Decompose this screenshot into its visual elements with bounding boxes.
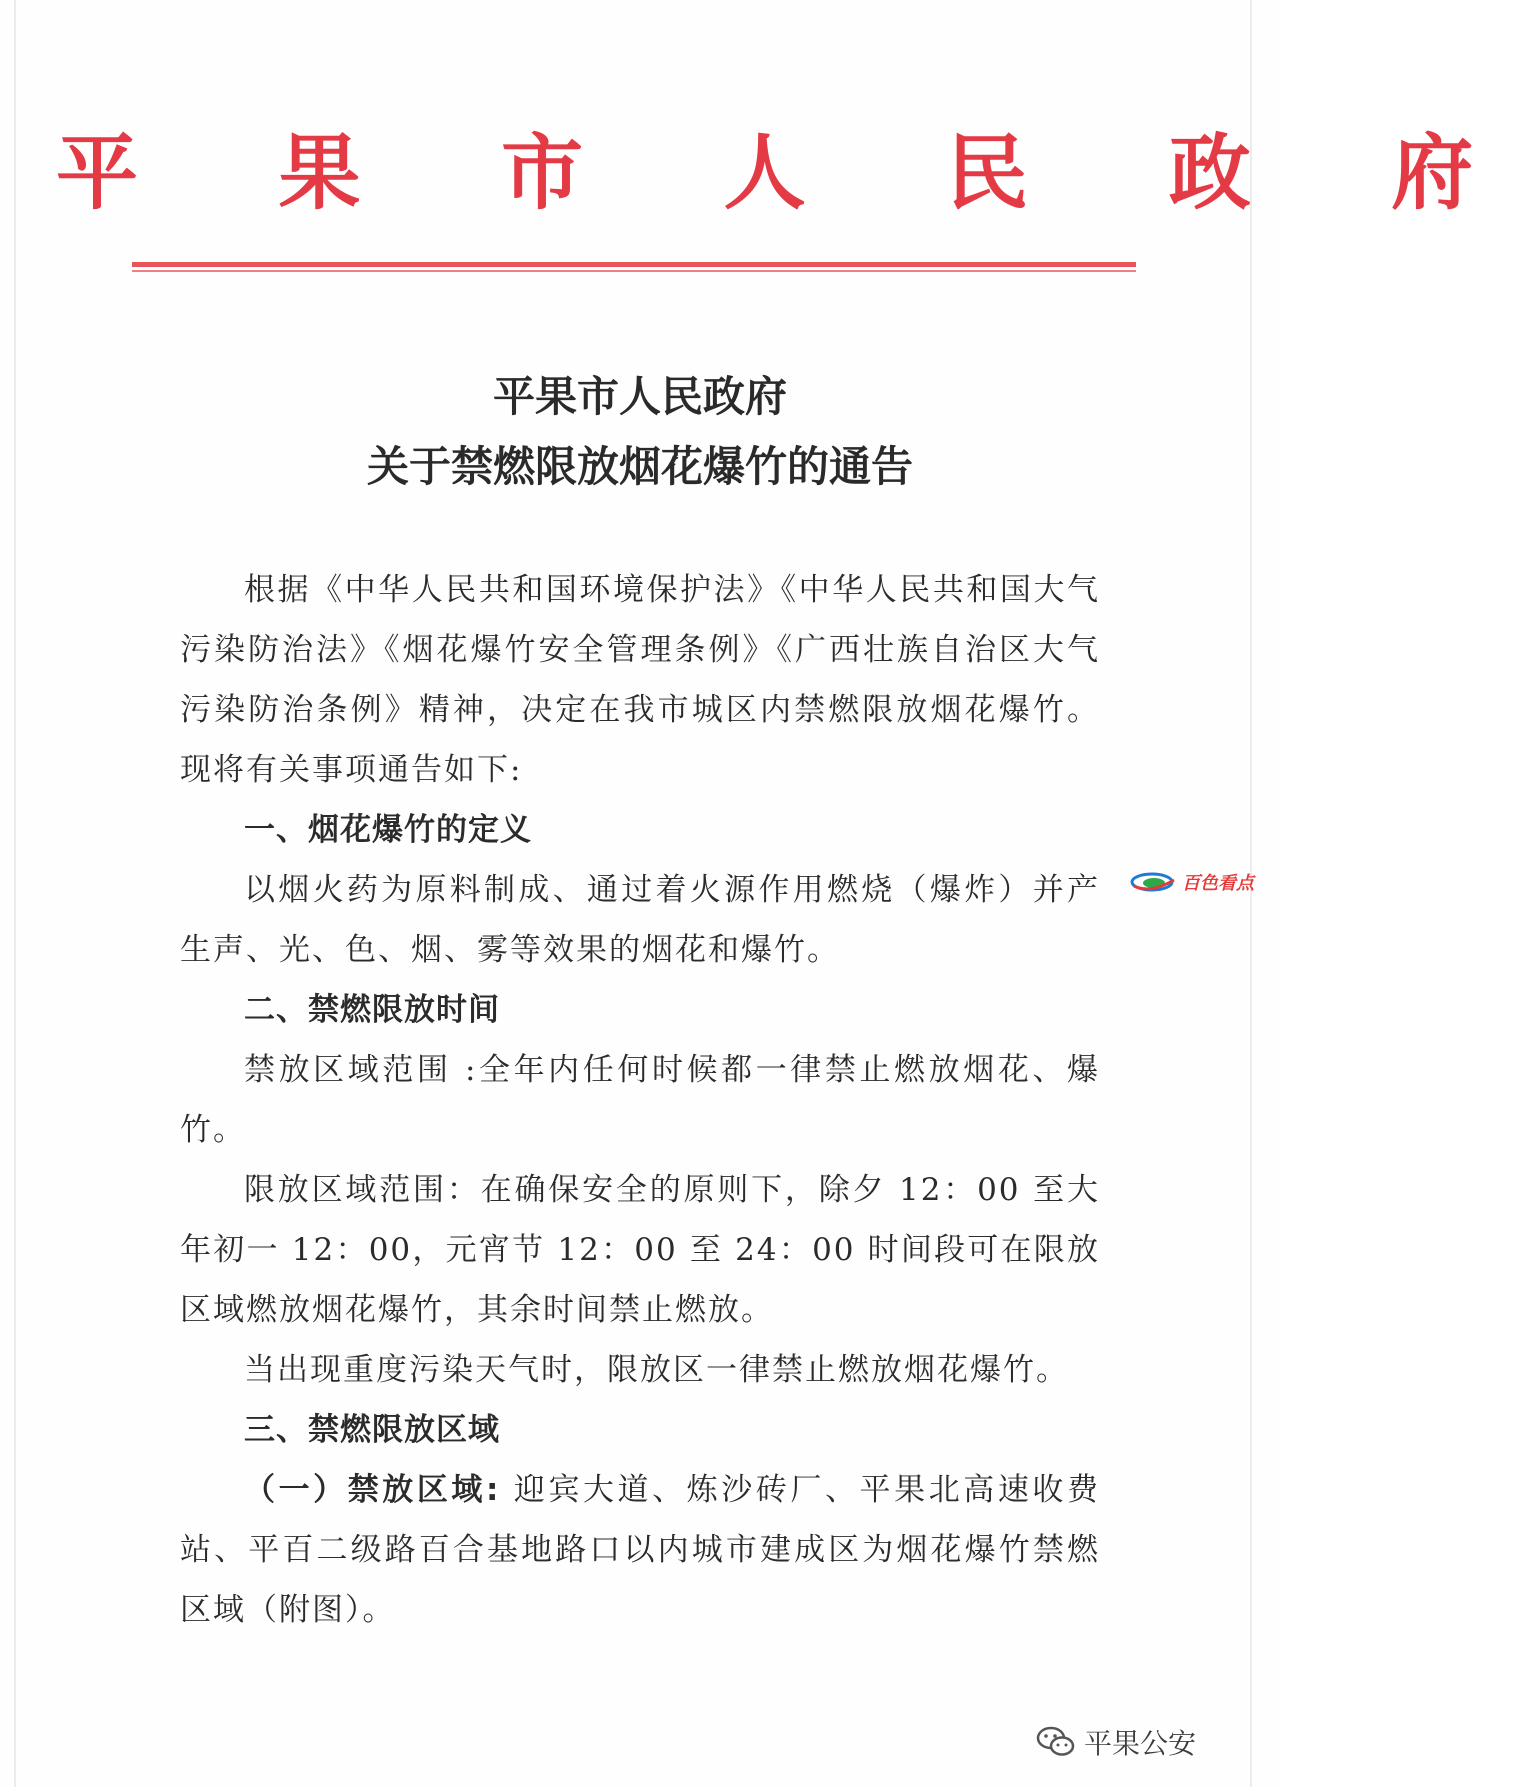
section-heading-time: 二、禁燃限放时间 — [244, 992, 500, 1028]
notice-title-line2: 关于禁燃限放烟花爆竹的通告 — [366, 442, 913, 491]
letterhead-org-name: 平 果 市 人 民 政 府 — [56, 125, 1529, 221]
time-paragraph-banned: 禁放区域范围 :全年内任何时候都一律禁止燃放烟花、爆竹。 — [180, 1052, 1100, 1148]
wechat-watermark — [1036, 1722, 1196, 1762]
site-logo-icon — [1130, 870, 1178, 894]
page-edge-left — [14, 0, 16, 1787]
site-watermark — [1130, 868, 1254, 896]
wechat-watermark-text: 平果公安 — [1084, 1727, 1197, 1760]
time-paragraph-pollution: 当出现重度污染天气时，限放区一律禁止燃放烟花爆竹。 — [244, 1352, 1069, 1388]
notice-body — [180, 560, 1100, 1640]
area-item-text: 迎宾大道、炼沙砖厂、平果北高速收费站、平百二级路百合基地路口以内城市建成区为烟花爆竹禁燃区域（附图）。 — [180, 1472, 1100, 1628]
notice-title-line1: 平果市人民政府 — [492, 372, 787, 421]
site-watermark-text: 百色看点 — [1182, 873, 1254, 894]
area-item-lead: （一）禁放区域: — [244, 1472, 501, 1508]
letterhead-rule-secondary — [132, 270, 1136, 272]
area-paragraph-banned — [180, 1460, 1100, 1640]
time-paragraph-limited: 限放区域范围：在确保安全的原则下，除夕 12：00 至大年初一 12：00，元宵节 12：00 至 24：00 时间段可在限放区域燃放烟花爆竹，其余时间禁止燃放。 — [180, 1172, 1100, 1328]
letterhead-rule — [132, 262, 1136, 267]
intro-paragraph: 根据《中华人民共和国环境保护法》《中华人民共和国大气污染防治法》《烟花爆竹安全管理条例》《广西壮族自治区大气污染防治条例》精神，决定在我市城区内禁燃限放烟花爆竹。现将有关事项通告如下: — [180, 572, 1100, 788]
wechat-icon — [1036, 1725, 1076, 1759]
definition-paragraph: 以烟火药为原料制成、通过着火源作用燃烧（爆炸）并产生声、光、色、烟、雾等效果的烟花和爆竹。 — [180, 872, 1100, 968]
section-heading-area: 三、禁燃限放区域 — [244, 1412, 500, 1448]
section-heading-definition: 一、烟花爆竹的定义 — [244, 812, 532, 848]
